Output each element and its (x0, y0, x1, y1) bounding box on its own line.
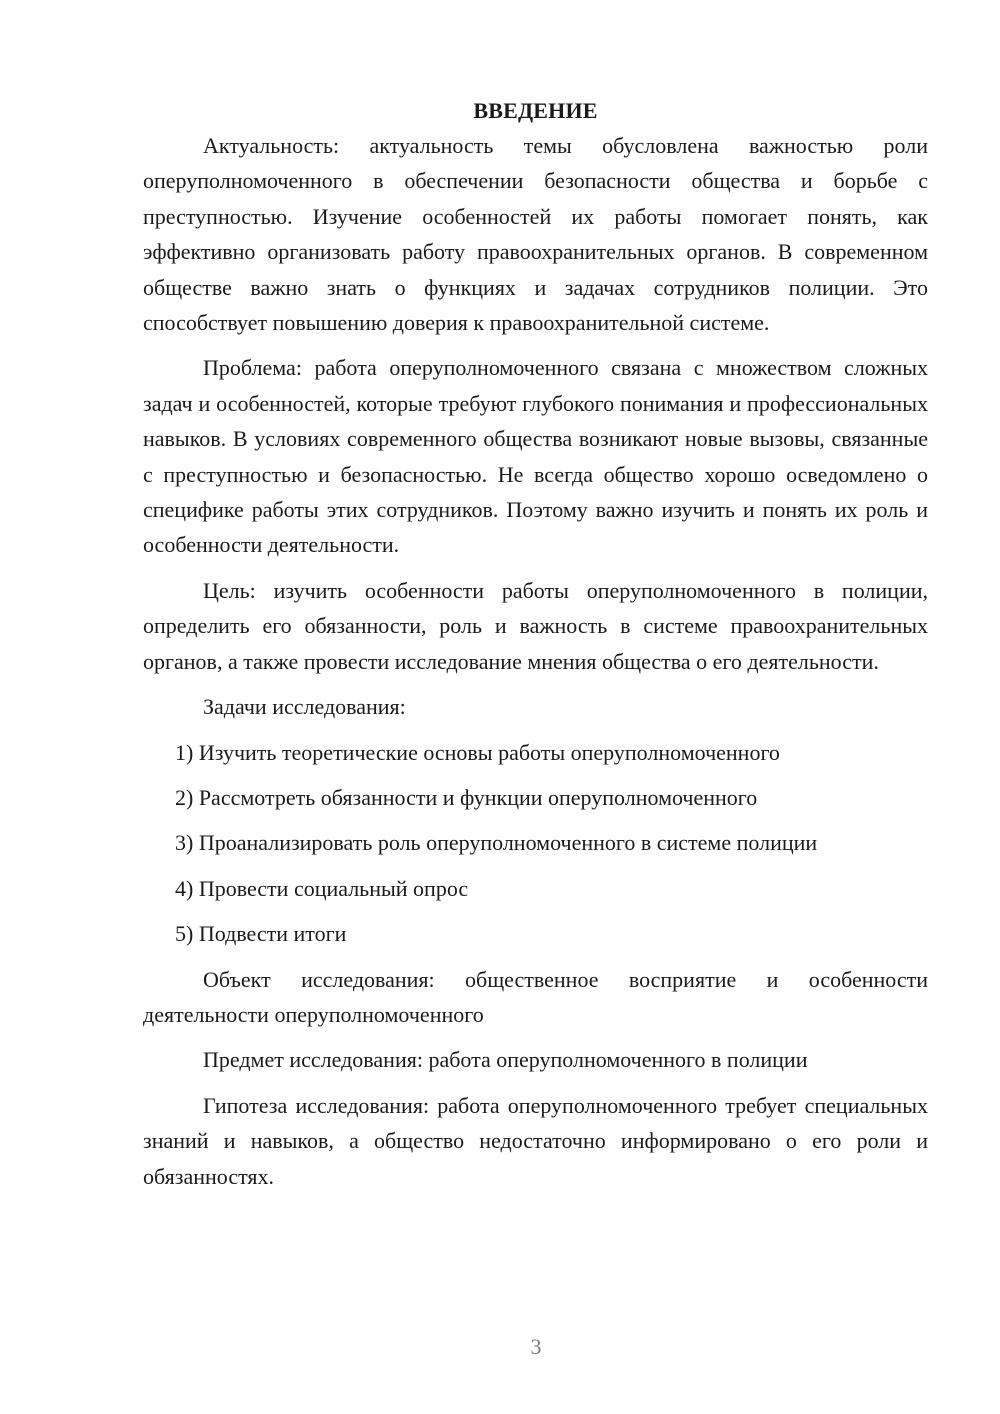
list-item: 1) Изучить теоретические основы работы оперуполномоченного (175, 739, 780, 765)
page-content (143, 96, 928, 1204)
tasks-heading: Задачи исследования: (203, 694, 406, 720)
paragraph-problem: Проблема: работа оперуполномоченного связана с множеством сложных задач и особенностей, которые требуют глубокого понимания и профессиональных навыков. В условиях современного общества возникают новые вызовы, связанные с преступностью и безопасностью. Не всегда общество хорошо осведомлено о специфике работы этих сотрудников. Поэтому важно изучить и понять их роль и особенности деятельности. (143, 355, 928, 558)
list-item: 4) Провести социальный опрос (175, 875, 469, 901)
list-item: 5) Подвести итоги (175, 921, 347, 947)
list-item: 2) Рассмотреть обязанности и функции оперуполномоченного (175, 784, 758, 810)
section-title: ВВЕДЕНИЕ (473, 98, 598, 123)
page-number: 3 (530, 1334, 542, 1359)
paragraph-hypothesis: Гипотеза исследования: работа оперуполномоченного требует специальных знаний и навыков, а общество недостаточно информировано о его роли и обязанностях. (143, 1092, 928, 1189)
tasks-list (143, 735, 928, 952)
paragraph-relevance: Актуальность: актуальность темы обусловлена важностью роли оперуполномоченного в обеспечении безопасности общества и борьбе с преступностью. Изучение особенностей их работы помогает понять, как эффективно организовать работу правоохранительных органов. В современном обществе важно знать о функциях и задачах сотрудников полиции. Это способствует повышению доверия к правоохранительной системе. (143, 133, 928, 336)
paragraph-subject: Предмет исследования: работа оперуполномоченного в полиции (203, 1047, 808, 1073)
paragraph-object: Объект исследования: общественное восприятие и особенности деятельности оперуполномоченного (143, 966, 928, 1027)
list-item: 3) Проанализировать роль оперуполномоченного в системе полиции (175, 830, 818, 856)
paragraph-goal: Цель: изучить особенности работы оперуполномоченного в полиции, определить его обязанности, роль и важность в системе правоохранительных органов, а также провести исследование мнения общества о его деятельности. (143, 577, 928, 674)
